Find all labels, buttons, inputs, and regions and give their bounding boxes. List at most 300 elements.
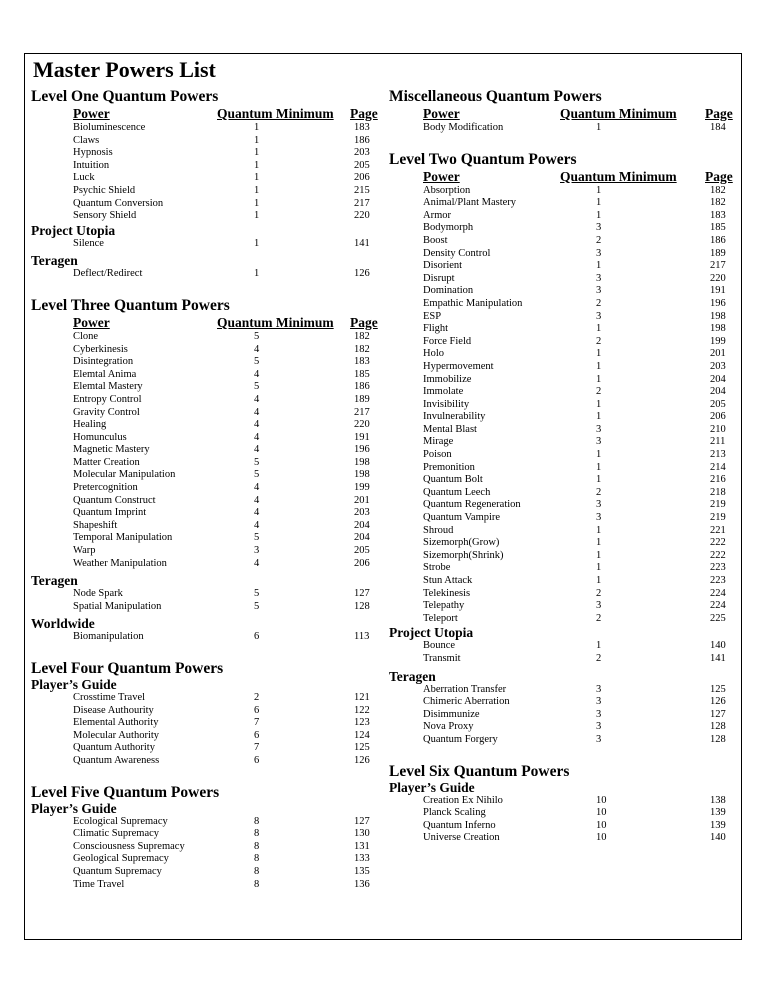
table-row <box>389 537 739 550</box>
quantum-minimum: 5 <box>254 469 260 481</box>
quantum-minimum: 10 <box>596 807 607 819</box>
header-quantum-minimum: Quantum Minimum <box>560 106 677 121</box>
header-power: Power <box>73 106 110 121</box>
power-name: Invisibility <box>423 398 470 410</box>
page-number: 139 <box>710 819 726 831</box>
power-name: Shapeshift <box>73 519 118 531</box>
page-number: 222 <box>710 537 726 549</box>
table-row <box>389 613 739 626</box>
power-name: Transmit <box>423 652 461 664</box>
quantum-minimum: 4 <box>254 444 260 456</box>
power-name: Bioluminescence <box>73 122 146 133</box>
page-number: 140 <box>710 832 726 844</box>
header-power: Power <box>73 314 110 330</box>
power-name: Force Field <box>423 335 472 347</box>
power-name: Premonition <box>423 461 475 473</box>
page-number: 215 <box>354 184 370 196</box>
quantum-minimum: 3 <box>596 285 602 297</box>
power-name: Disease Authourity <box>73 704 154 716</box>
power-name: Flight <box>423 323 449 335</box>
power-name: Quantum Conversion <box>73 197 164 209</box>
page-number: 127 <box>710 708 726 720</box>
page-number: 214 <box>710 461 726 473</box>
page-number: 140 <box>710 640 726 652</box>
table-row <box>31 419 379 432</box>
page-number: 205 <box>354 545 370 557</box>
page-number: 125 <box>354 742 370 754</box>
table-row <box>31 730 379 743</box>
power-name: Elemtal Anima <box>73 368 137 380</box>
quantum-minimum: 3 <box>596 683 602 695</box>
table-row <box>31 816 379 829</box>
page-number: 198 <box>710 323 726 335</box>
power-name: ESP <box>423 310 442 322</box>
quantum-minimum: 3 <box>596 310 602 322</box>
page-number: 182 <box>354 330 370 342</box>
table-row <box>389 399 739 412</box>
page-number: 183 <box>710 209 726 221</box>
quantum-minimum: 3 <box>596 499 602 511</box>
table-row <box>31 601 379 614</box>
quantum-minimum: 1 <box>254 237 260 249</box>
quantum-minimum: 10 <box>596 794 607 806</box>
quantum-minimum: 1 <box>254 184 260 196</box>
page-number: 189 <box>354 393 370 405</box>
table-row <box>389 260 739 273</box>
power-list <box>389 795 739 845</box>
page-number: 130 <box>354 828 370 840</box>
power-name: Elemtal Mastery <box>73 381 143 393</box>
power-name: Time Travel <box>73 878 125 890</box>
header-page: Page <box>705 168 733 184</box>
power-name: Spatial Manipulation <box>73 600 162 612</box>
quantum-minimum: 3 <box>596 708 602 720</box>
power-list <box>31 331 379 570</box>
power-list <box>389 640 739 665</box>
page-number: 219 <box>710 499 726 511</box>
table-row <box>31 532 379 545</box>
page-number: 199 <box>710 335 726 347</box>
power-name: Domination <box>423 285 474 297</box>
quantum-minimum: 8 <box>254 815 260 827</box>
quantum-minimum: 8 <box>254 878 260 890</box>
page-number: 205 <box>354 159 370 171</box>
table-row <box>389 449 739 462</box>
power-name: Strobe <box>423 562 451 574</box>
quantum-minimum: 1 <box>596 209 602 221</box>
subsection-heading: Player’s Guide <box>31 677 117 692</box>
quantum-minimum: 5 <box>254 381 260 393</box>
table-row <box>31 268 379 281</box>
power-name: Mirage <box>423 436 454 448</box>
quantum-minimum: 1 <box>254 172 260 184</box>
quantum-minimum: 2 <box>596 297 602 309</box>
table-row <box>389 348 739 361</box>
power-name: Weather Manipulation <box>73 557 167 569</box>
power-list <box>31 631 379 644</box>
table-row <box>389 235 739 248</box>
subsection-heading: Teragen <box>31 253 78 269</box>
page-number: 184 <box>710 122 726 133</box>
page-number: 225 <box>710 612 726 624</box>
table-row <box>31 432 379 445</box>
power-name: Quantum Regeneration <box>423 499 521 511</box>
power-name: Sensory Shield <box>73 210 137 222</box>
section-heading: Level Two Quantum Powers <box>389 150 577 168</box>
quantum-minimum: 8 <box>254 853 260 865</box>
power-name: Shroud <box>423 524 454 536</box>
page-number: 189 <box>710 247 726 259</box>
power-list <box>31 122 379 223</box>
table-row <box>31 407 379 420</box>
quantum-minimum: 3 <box>596 222 602 234</box>
table-row <box>389 550 739 563</box>
quantum-minimum: 4 <box>254 494 260 506</box>
quantum-minimum: 1 <box>596 562 602 574</box>
power-list <box>389 684 739 747</box>
table-row <box>31 210 379 223</box>
table-row <box>389 832 739 845</box>
table-row <box>389 709 739 722</box>
quantum-minimum: 1 <box>596 373 602 385</box>
quantum-minimum: 1 <box>254 122 260 133</box>
table-row <box>31 692 379 705</box>
power-name: Hypnosis <box>73 147 113 159</box>
quantum-minimum: 1 <box>254 197 260 209</box>
section-heading: Level Four Quantum Powers <box>31 660 224 677</box>
quantum-minimum: 5 <box>254 456 260 468</box>
table-row <box>389 185 739 198</box>
table-row <box>389 122 739 135</box>
page-number: 127 <box>354 588 370 600</box>
quantum-minimum: 5 <box>254 356 260 368</box>
power-name: Universe Creation <box>423 832 500 844</box>
quantum-minimum: 3 <box>596 423 602 435</box>
table-row <box>389 795 739 808</box>
table-row <box>389 807 739 820</box>
quantum-minimum: 2 <box>596 652 602 664</box>
power-name: Density Control <box>423 247 491 259</box>
table-row <box>31 507 379 520</box>
page-number: 223 <box>710 562 726 574</box>
power-list <box>31 238 379 251</box>
power-list <box>31 588 379 613</box>
section-heading: Level One Quantum Powers <box>31 88 219 105</box>
table-row <box>31 369 379 382</box>
power-name: Deflect/Redirect <box>73 268 143 280</box>
quantum-minimum: 2 <box>596 386 602 398</box>
page-number: 121 <box>354 692 370 703</box>
power-name: Consciousness Supremacy <box>73 840 185 852</box>
quantum-minimum: 3 <box>596 721 602 733</box>
quantum-minimum: 1 <box>596 640 602 652</box>
table-row <box>31 841 379 854</box>
power-name: Mental Blast <box>423 423 477 435</box>
subsection-heading: Project Utopia <box>31 222 116 238</box>
quantum-minimum: 6 <box>254 704 260 716</box>
quantum-minimum: 2 <box>596 486 602 498</box>
table-row <box>389 222 739 235</box>
table-row <box>389 248 739 261</box>
header-power: Power <box>423 106 460 121</box>
quantum-minimum: 3 <box>596 272 602 284</box>
subsection-heading: Project Utopia <box>389 625 474 641</box>
page-number: 183 <box>354 122 370 133</box>
power-name: Disimmunize <box>423 708 480 720</box>
power-name: Entropy Control <box>73 393 142 405</box>
table-row <box>31 122 379 135</box>
quantum-minimum: 6 <box>254 754 260 766</box>
page-number: 128 <box>710 721 726 733</box>
quantum-minimum: 1 <box>254 159 260 171</box>
table-row <box>31 356 379 369</box>
power-name: Elemental Authority <box>73 717 159 729</box>
subsection-heading: Worldwide <box>31 616 95 632</box>
left-column <box>31 88 379 891</box>
power-name: Intuition <box>73 159 110 171</box>
right-column <box>389 88 739 845</box>
page-number: 123 <box>354 717 370 729</box>
quantum-minimum: 1 <box>596 197 602 209</box>
page-title: Master Powers List <box>33 57 216 82</box>
page-number: 223 <box>710 575 726 586</box>
quantum-minimum: 4 <box>254 393 260 405</box>
power-name: Quantum Imprint <box>73 507 147 519</box>
page-number: 204 <box>354 519 370 531</box>
power-name: Quantum Construct <box>73 494 156 506</box>
quantum-minimum: 1 <box>254 210 260 222</box>
quantum-minimum: 7 <box>254 742 260 754</box>
page-number: 113 <box>354 631 370 643</box>
table-row <box>389 323 739 336</box>
table-row <box>389 462 739 475</box>
power-name: Quantum Awareness <box>73 754 160 766</box>
subsection-heading: Teragen <box>31 573 78 589</box>
table-row <box>389 653 739 666</box>
table-row <box>31 135 379 148</box>
page-number: 141 <box>710 652 726 664</box>
quantum-minimum: 4 <box>254 519 260 531</box>
quantum-minimum: 2 <box>254 692 260 703</box>
quantum-minimum: 10 <box>596 819 607 831</box>
table-row <box>389 487 739 500</box>
power-name: Gravity Control <box>73 406 140 418</box>
page-number: 222 <box>710 549 726 561</box>
table-row <box>389 386 739 399</box>
page-number: 131 <box>354 840 370 852</box>
section-heading: Level Three Quantum Powers <box>31 296 230 314</box>
power-name: Warp <box>73 545 96 557</box>
table-row <box>31 198 379 211</box>
table-row <box>31 558 379 571</box>
table-row <box>31 344 379 357</box>
power-name: Bounce <box>423 640 456 652</box>
quantum-minimum: 3 <box>596 512 602 524</box>
power-name: Pretercognition <box>73 482 138 494</box>
power-list <box>389 122 739 135</box>
power-name: Quantum Forgery <box>423 733 498 745</box>
power-name: Stun Attack <box>423 575 473 586</box>
table-row <box>389 640 739 653</box>
power-name: Climatic Supremacy <box>73 828 160 840</box>
power-list <box>389 185 739 626</box>
power-name: Invulnerability <box>423 411 486 423</box>
quantum-minimum: 4 <box>254 482 260 494</box>
table-row <box>31 444 379 457</box>
page-number: 185 <box>354 368 370 380</box>
table-row <box>389 474 739 487</box>
quantum-minimum: 6 <box>254 631 260 643</box>
quantum-minimum: 3 <box>596 247 602 259</box>
table-row <box>389 210 739 223</box>
page-number: 201 <box>710 348 726 360</box>
power-name: Teleport <box>423 612 458 624</box>
table-row <box>389 424 739 437</box>
power-name: Node Spark <box>73 588 123 600</box>
quantum-minimum: 2 <box>596 587 602 599</box>
page-number: 198 <box>354 456 370 468</box>
subsection-heading: Teragen <box>389 668 436 684</box>
quantum-minimum: 10 <box>596 832 607 844</box>
page-number: 196 <box>354 444 370 456</box>
page-number: 217 <box>710 260 726 272</box>
table-row <box>31 457 379 470</box>
section-heading: Miscellaneous Quantum Powers <box>389 88 602 105</box>
quantum-minimum: 3 <box>596 436 602 448</box>
table-header <box>31 314 379 331</box>
table-row <box>389 499 739 512</box>
table-row <box>31 866 379 879</box>
quantum-minimum: 2 <box>596 335 602 347</box>
table-row <box>389 721 739 734</box>
section-heading: Level Six Quantum Powers <box>389 762 570 780</box>
power-list <box>31 268 379 281</box>
page-number: 206 <box>354 557 370 569</box>
page-number: 139 <box>710 807 726 819</box>
page-number: 182 <box>710 197 726 209</box>
power-name: Biomanipulation <box>73 631 144 643</box>
quantum-minimum: 3 <box>596 733 602 745</box>
power-name: Disorient <box>423 260 463 272</box>
quantum-minimum: 1 <box>596 474 602 486</box>
header-page: Page <box>705 106 733 121</box>
quantum-minimum: 4 <box>254 557 260 569</box>
quantum-minimum: 1 <box>596 323 602 335</box>
page-number: 205 <box>710 398 726 410</box>
table-row <box>31 172 379 185</box>
quantum-minimum: 1 <box>596 549 602 561</box>
quantum-minimum: 3 <box>254 545 260 557</box>
page-number: 213 <box>710 449 726 461</box>
power-name: Claws <box>73 134 100 146</box>
power-name: Creation Ex Nihilo <box>423 794 503 806</box>
quantum-minimum: 1 <box>596 184 602 196</box>
table-row <box>31 238 379 251</box>
table-row <box>389 588 739 601</box>
quantum-minimum: 4 <box>254 406 260 418</box>
table-row <box>389 562 739 575</box>
quantum-minimum: 2 <box>596 612 602 624</box>
page-number: 217 <box>354 197 370 209</box>
table-row <box>31 381 379 394</box>
table-row <box>31 469 379 482</box>
power-name: Empathic Manipulation <box>423 297 523 309</box>
power-name: Aberration Transfer <box>423 683 507 695</box>
power-name: Geological Supremacy <box>73 853 169 865</box>
power-name: Disrupt <box>423 272 455 284</box>
power-name: Sizemorph(Grow) <box>423 537 500 549</box>
table-row <box>31 331 379 344</box>
power-name: Clone <box>73 330 99 342</box>
power-list <box>31 692 379 768</box>
table-row <box>389 436 739 449</box>
power-name: Silence <box>73 237 104 249</box>
page-number: 126 <box>710 696 726 708</box>
quantum-minimum: 1 <box>596 524 602 536</box>
table-row <box>31 853 379 866</box>
quantum-minimum: 1 <box>596 398 602 410</box>
quantum-minimum: 5 <box>254 330 260 342</box>
quantum-minimum: 6 <box>254 729 260 741</box>
page-number: 122 <box>354 704 370 716</box>
quantum-minimum: 5 <box>254 588 260 600</box>
section-heading: Level Five Quantum Powers <box>31 783 220 801</box>
power-name: Chimeric Aberration <box>423 696 510 708</box>
quantum-minimum: 1 <box>596 461 602 473</box>
quantum-minimum: 1 <box>596 449 602 461</box>
table-row <box>389 197 739 210</box>
quantum-minimum: 1 <box>596 537 602 549</box>
power-name: Luck <box>73 172 95 184</box>
table-row <box>389 512 739 525</box>
page-number: 198 <box>710 310 726 322</box>
power-name: Hypermovement <box>423 360 494 372</box>
quantum-minimum: 1 <box>254 134 260 146</box>
table-row <box>31 717 379 730</box>
table-row <box>389 696 739 709</box>
page-number: 217 <box>354 406 370 418</box>
subsection-heading: Player’s Guide <box>389 779 475 795</box>
power-name: Armor <box>423 209 451 221</box>
power-name: Planck Scaling <box>423 807 486 819</box>
power-name: Temporal Manipulation <box>73 532 173 544</box>
quantum-minimum: 1 <box>254 147 260 159</box>
quantum-minimum: 3 <box>596 600 602 612</box>
page-number: 211 <box>710 436 726 448</box>
power-name: Telekinesis <box>423 587 471 599</box>
power-name: Immolate <box>423 386 464 398</box>
table-row <box>389 820 739 833</box>
quantum-minimum: 1 <box>596 411 602 423</box>
page-number: 182 <box>354 343 370 355</box>
table-row <box>31 742 379 755</box>
quantum-minimum: 4 <box>254 507 260 519</box>
quantum-minimum: 1 <box>596 122 602 133</box>
page-number: 183 <box>354 356 370 368</box>
page-number: 126 <box>354 754 370 766</box>
page-number: 136 <box>354 878 370 890</box>
page-number: 199 <box>354 482 370 494</box>
page-number: 186 <box>354 381 370 393</box>
power-name: Nova Proxy <box>423 721 474 733</box>
power-name: Cyberkinesis <box>73 343 128 355</box>
quantum-minimum: 8 <box>254 828 260 840</box>
table-row <box>31 160 379 173</box>
quantum-minimum: 4 <box>254 343 260 355</box>
table-row <box>31 545 379 558</box>
quantum-minimum: 4 <box>254 368 260 380</box>
table-row <box>389 734 739 747</box>
